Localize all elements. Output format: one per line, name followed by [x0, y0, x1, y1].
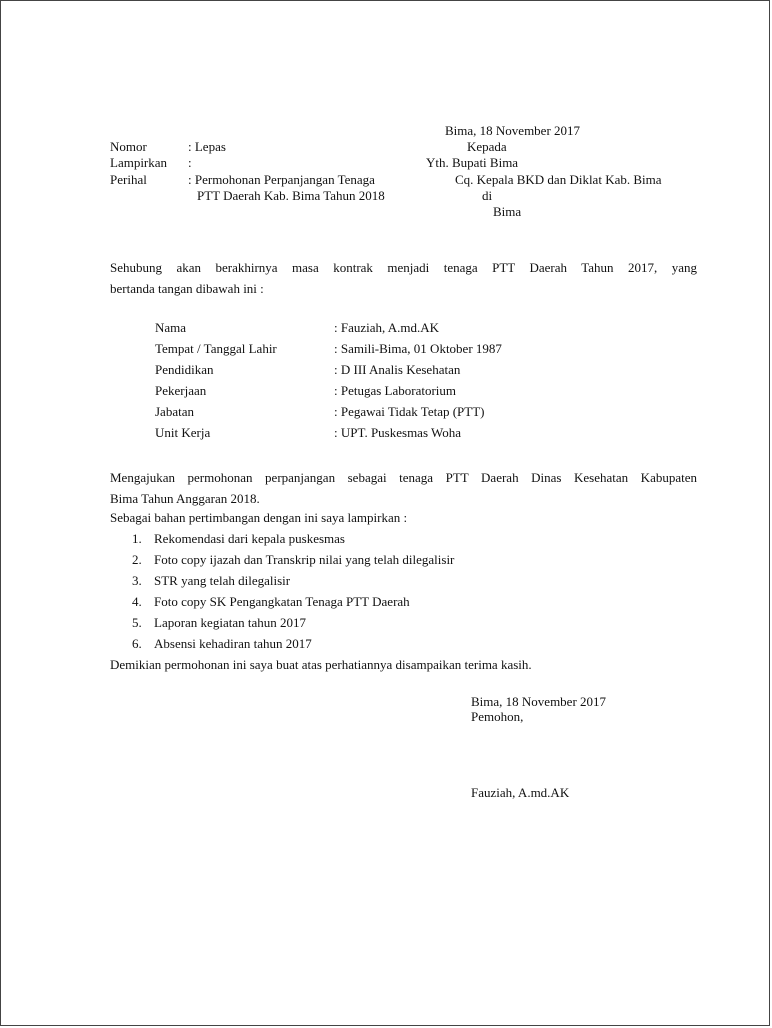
- header-city: Bima: [493, 204, 522, 219]
- header-place-date: Bima, 18 November 2017: [445, 123, 581, 138]
- request-line1: Mengajukan permohonan perpanjangan sebagai tenaga PTT Daerah Dinas Kesehatan Kabupaten: [110, 470, 697, 485]
- list-item-text: Foto copy ijazah dan Transkrip nilai yang telah dilegalisir: [154, 552, 455, 567]
- nomor-label: Nomor: [110, 139, 147, 154]
- identity-value: : Fauziah, A.md.AK: [334, 320, 440, 335]
- signature-place-date: Bima, 18 November 2017: [471, 694, 607, 709]
- list-item-text: Foto copy SK Pengangkatan Tenaga PTT Daerah: [154, 594, 410, 609]
- perihal-value-line1: : Permohonan Perpanjangan Tenaga: [188, 172, 375, 187]
- perihal-label: Perihal: [110, 172, 147, 187]
- signature-role: Pemohon,: [471, 709, 524, 724]
- list-item-text: Rekomendasi dari kepala puskesmas: [154, 531, 345, 546]
- identity-label: Tempat / Tanggal Lahir: [155, 341, 277, 356]
- list-item-number: 1.: [132, 531, 142, 546]
- closing-sentence: Demikian permohonan ini saya buat atas perhatiannya disampaikan terima kasih.: [110, 657, 532, 672]
- perihal-value-line2: PTT Daerah Kab. Bima Tahun 2018: [197, 188, 385, 203]
- intro-line1: Sehubung akan berakhirnya masa kontrak menjadi tenaga PTT Daerah Tahun 2017, yang: [110, 260, 697, 275]
- header-cq: Cq. Kepala BKD dan Diklat Kab. Bima: [455, 172, 662, 187]
- list-item-number: 4.: [132, 594, 142, 609]
- intro-line2: bertanda tangan dibawah ini :: [110, 281, 264, 296]
- identity-label: Pendidikan: [155, 362, 214, 377]
- list-item-text: Laporan kegiatan tahun 2017: [154, 615, 306, 630]
- identity-value: : Samili-Bima, 01 Oktober 1987: [334, 341, 502, 356]
- identity-value: : UPT. Puskesmas Woha: [334, 425, 462, 440]
- request-paragraph: [110, 467, 697, 509]
- list-item-text: STR yang telah dilegalisir: [154, 573, 291, 588]
- request-line2: Bima Tahun Anggaran 2018.: [110, 491, 260, 506]
- attachments-intro: Sebagai bahan pertimbangan dengan ini saya lampirkan :: [110, 510, 408, 525]
- lampiran-value: :: [188, 155, 192, 170]
- header-di: di: [482, 188, 493, 203]
- identity-value: : Petugas Laboratorium: [334, 383, 457, 398]
- identity-value: : Pegawai Tidak Tetap (PTT): [334, 404, 485, 419]
- nomor-value: : Lepas: [188, 139, 226, 154]
- signature-name: Fauziah, A.md.AK: [471, 785, 570, 800]
- intro-paragraph: [110, 257, 697, 299]
- identity-label: Unit Kerja: [155, 425, 211, 440]
- lampiran-label: Lampirkan: [110, 155, 168, 170]
- identity-value: : D III Analis Kesehatan: [334, 362, 461, 377]
- list-item-number: 5.: [132, 615, 142, 630]
- list-item-text: Absensi kehadiran tahun 2017: [154, 636, 312, 651]
- identity-label: Jabatan: [155, 404, 194, 419]
- list-item-number: 2.: [132, 552, 142, 567]
- identity-label: Nama: [155, 320, 187, 335]
- identity-label: Pekerjaan: [155, 383, 207, 398]
- header-recipient: Yth. Bupati Bima: [426, 155, 519, 170]
- list-item-number: 6.: [132, 636, 142, 651]
- header-kepada: Kepada: [467, 139, 507, 154]
- list-item-number: 3.: [132, 573, 142, 588]
